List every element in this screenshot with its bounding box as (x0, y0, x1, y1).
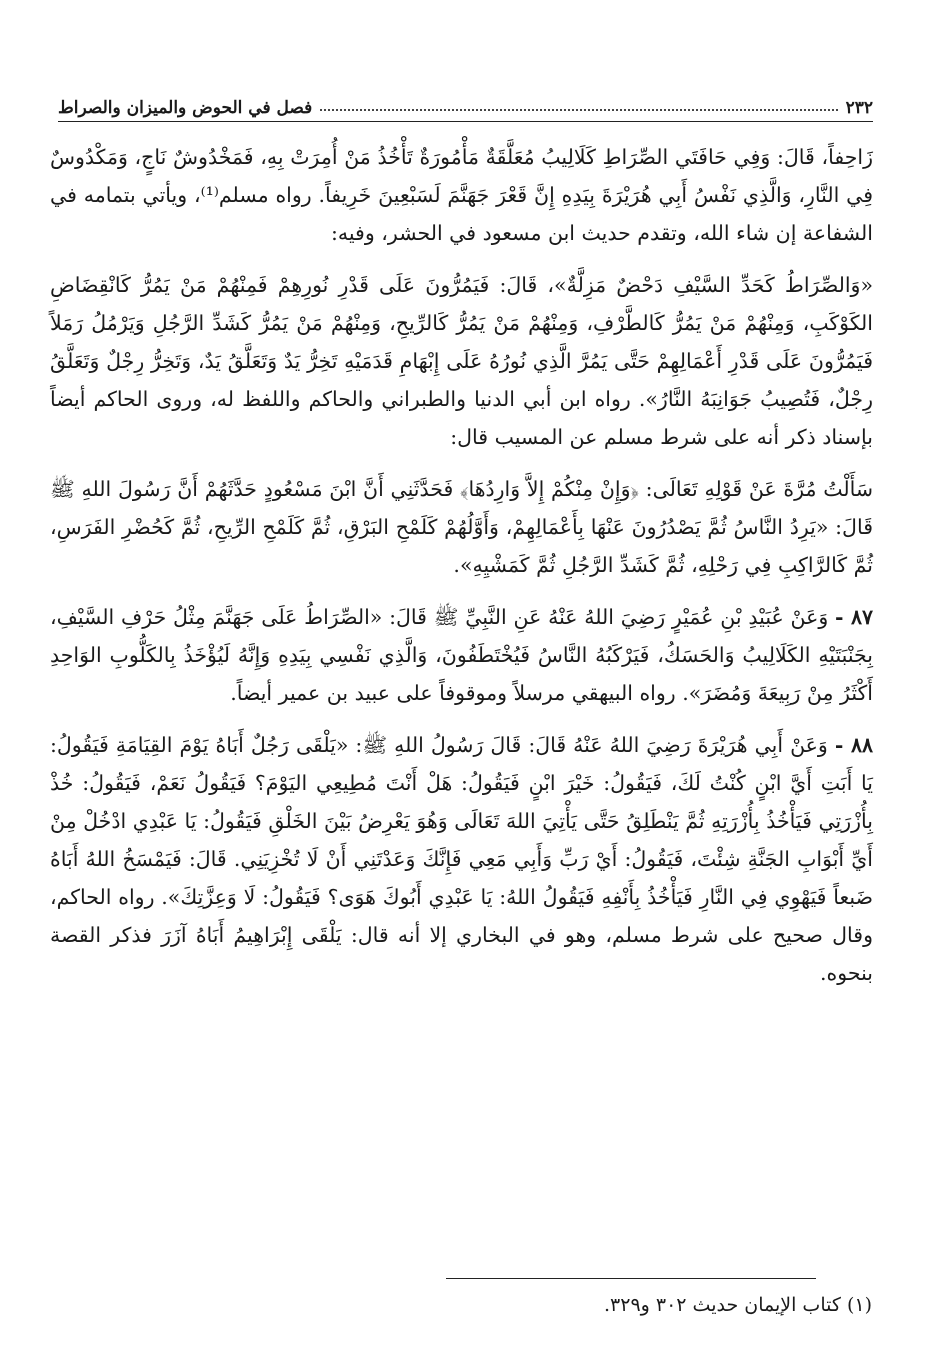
running-header (58, 88, 873, 122)
footnote-divider (446, 1278, 816, 1279)
hadith-text: وَعَنْ عُبَيْدِ بْنِ عُمَيْرٍ رَضِيَ اللهُ عَنْهُ عَنِ النَّبِيِّ ﷺ قَالَ: «الصِّرَاطُ عَلَى جَهَنَّمَ مِثْلُ حَرْفِ السَّيْفِ، بِجَنْبَتَيْهِ الكَلَالِيبُ وَالحَسَكُ، فَيَرْكَبُهُ النَّاسُ فَيُخْتَطَفُونَ، وَالَّذِي نَفْسِي بِيَدِهِ وَإِنَّهُ لَيُؤْخَذُ بِالكَلُّوبِ الوَاحِدِ أَكْثَرُ مِنْ رَبِيعَةَ وَمُضَرَ». رواه البيهقي مرسلاً وموقوفاً على عبيد بن عمير أيضاً. (50, 605, 873, 705)
hadith-88 (50, 726, 873, 992)
hadith-87 (50, 598, 873, 712)
hadith-quote: سَأَلْتُ مُرَّةَ عَنْ قَوْلِهِ تَعَالَى: ﴿وَإِنْ مِنْكُمْ إِلاَّ وَارِدُهَا﴾ فَحَدَّثَنِي أَنَّ ابْنَ مَسْعُودٍ حَدَّثَهُمْ أَنَّ رَسُولَ اللهِ ﷺ قَالَ: «يَرِدُ النَّاسُ ثُمَّ يَصْدُرُونَ عَنْهَا بِأَعْمَالِهِمْ، وَأَوَّلُهُمْ كَلَمْحِ البَرْقِ، ثُمَّ كَلَمْحِ الرِّيحِ، ثُمَّ كَحُضْرِ الفَرَسِ، ثُمَّ كَالرَّاكِبِ فِي رَحْلِهِ، ثُمَّ كَشَدِّ الرَّجُلِ ثُمَّ كَمَشْيِهِ». (50, 477, 873, 577)
hadith-quote: «وَالصِّرَاطُ كَحَدِّ السَّيْفِ دَحْضٌ مَزِلَّةٌ»، قَالَ: فَيَمُرُّونَ عَلَى قَدْرِ نُورِهِمْ فَمِنْهُمْ مَنْ يَمُرُّ كَانْقِضَاضِ الكَوْكَبِ، وَمِنْهُمْ مَنْ يَمُرُّ كَالطَّرْفِ، وَمِنْهُمْ مَنْ يَمُرُّ كَالرِّيحِ، وَمِنْهُمْ مَنْ يَمُرُّ كَشَدِّ الرَّجُلِ وَيَرْمُلُ رَمَلاً فَيَمُرُّونَ عَلَى قَدْرِ أَعْمَالِهِمْ حَتَّى يَمُرَّ الَّذِي نُورُهُ عَلَى إِبْهَامِ قَدَمَيْهِ تَخِرُّ يَدٌ وَتَعَلَّقُ يَدٌ، وَتَخِرُّ رِجْلٌ وَتَعَلَّقُ رِجْلٌ، فَتُصِيبُ جَوَانِبَهُ النَّارُ». رواه ابن أبي الدنيا والطبراني والحاكم واللفظ له، وروى الحاكم أيضاً بإسناد ذكر أنه على شرط مسلم عن المسيب قال: (50, 273, 873, 449)
hadith-number: ٨٧ - (835, 605, 873, 629)
chapter-title: فصل في الحوض والميزان والصراط (58, 98, 313, 118)
footnote (300, 1294, 872, 1316)
footnote-text: كتاب الإيمان حديث ٣٠٢ و٣٢٩. (604, 1294, 841, 1316)
leader-dots (320, 109, 837, 111)
hadith-number: ٨٨ - (834, 733, 873, 757)
page-number: ٢٣٢ (845, 98, 873, 118)
footnote-marker: (١) (846, 1294, 872, 1316)
hadith-text: وَعَنْ أَبِي هُرَيْرَةَ رَضِيَ اللهُ عَنْهُ قَالَ: قَالَ رَسُولُ اللهِ ﷺ: «يَلْقَى رَجُلٌ أَبَاهُ يَوْمَ القِيَامَةِ فَيَقُولُ: يَا أَبَتِ أَيَّ ابْنٍ كُنْتُ لَكَ، فَيَقُولُ: خَيْرَ ابْنٍ فَيَقُولُ: هَلْ أَنْتَ مُطِيعِي اليَوْمَ؟ فَيَقُولُ نَعَمْ، فَيَقُولُ: خُذْ بِأُزْرَتِي فَيَأْخُذُ بِأُزْرَتِهِ ثُمَّ يَنْطَلِقُ حَتَّى يَأْتِيَ اللهَ تَعَالَى وَهُوَ يَعْرِضُ بَيْنَ الخَلْقِ فَيَقُولُ: يَا عَبْدِي ادْخُلْ مِنْ أَيِّ أَبْوَابِ الجَنَّةِ شِئْتَ، فَيَقُولُ: أَيْ رَبِّ وَأَبِي مَعِي فَإِنَّكَ وَعَدْتَنِي أَنْ لَا تُخْزِيَنِي. قَالَ: فَيَمْسَخُ اللهُ أَبَاهُ ضَبعاً فَيَهْوِي فِي النَّارِ فَيَأْخُذُ بِأَنْفِهِ فَيَقُولُ اللهُ: يَا عَبْدِي أَبُوكَ هَوَى؟ فَيَقُولُ: لَا وَعِزَّتِكَ». رواه الحاكم، وقال صحيح على شرط مسلم، وهو في البخاري إلا أنه قال: يَلْقَى إِبْرَاهِيمُ أَبَاهُ آزَرَ فذكر القصة بنحوه. (50, 733, 873, 985)
paragraph: زَاحِفاً، قَالَ: وَفِي حَافَتَي الصِّرَاطِ كَلَالِيبُ مُعَلَّقَةٌ مَأْمُورَةٌ تَأْخُذُ مَنْ أُمِرَتْ بِهِ، فَمَخْدُوشٌ نَاجٍ، وَمَكْدُوسٌ فِي النَّارِ، وَالَّذِي نَفْسُ أَبِي هُرَيْرَةَ بِيَدِهِ إِنَّ قَعْرَ جَهَنَّمَ لَسَبْعِينَ خَرِيفاً. رواه مسلم⁽¹⁾، ويأتي بتمامه في الشفاعة إن شاء الله، وتقدم حديث ابن مسعود في الحشر، وفيه: (50, 145, 873, 245)
page-body (50, 138, 873, 1006)
